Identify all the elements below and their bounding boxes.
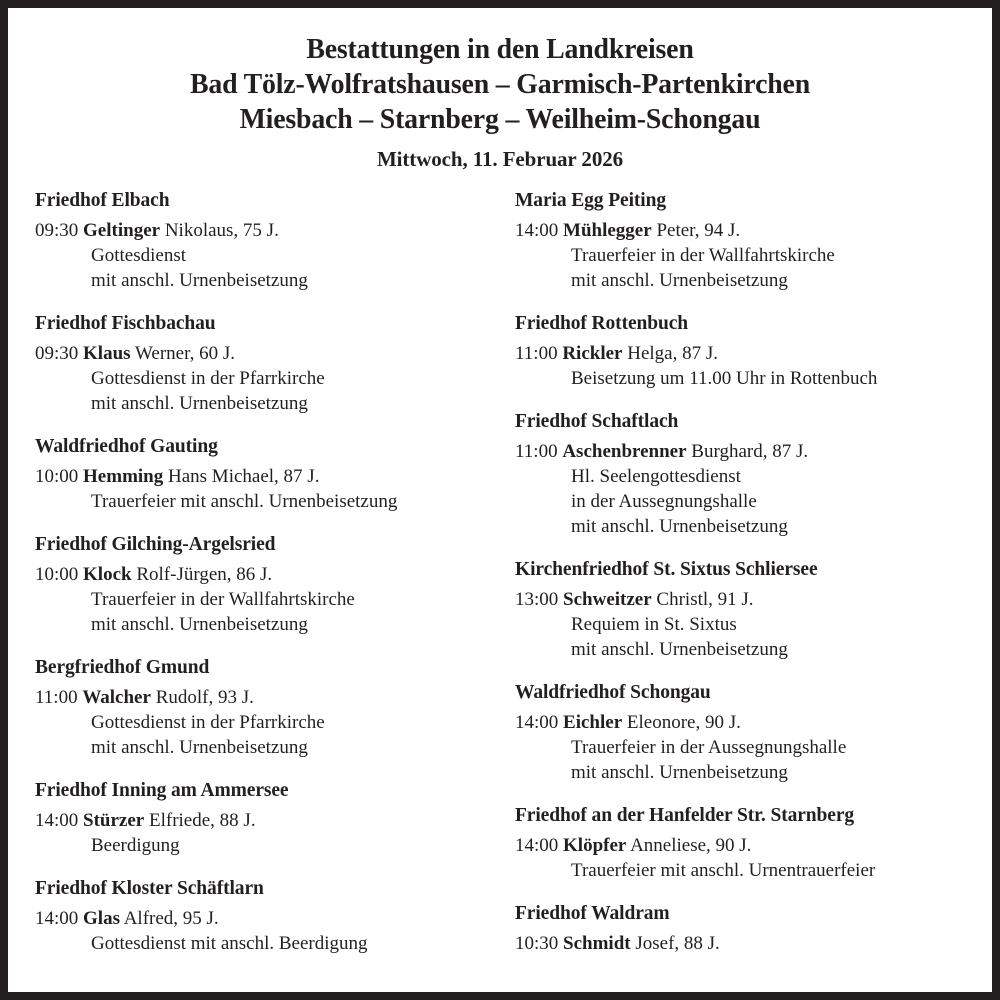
column-right	[488, 188, 968, 974]
service-detail: mit anschl. Urnenbeisetzung	[91, 737, 308, 758]
funeral-entry	[515, 311, 968, 391]
cemetery-name: Friedhof Kloster Schäftlarn	[35, 878, 264, 899]
service-detail: mit anschl. Urnenbeisetzung	[91, 393, 308, 414]
deceased-line	[515, 341, 968, 366]
funeral-entry	[35, 188, 488, 293]
funeral-entry	[35, 655, 488, 760]
service-time: 14:00	[515, 712, 559, 733]
deceased-given-name-age: Christl, 91 J.	[656, 589, 754, 610]
service-detail: Trauerfeier in der Aussegnungshalle	[571, 737, 847, 758]
deceased-surname: Schmidt	[563, 933, 631, 954]
masthead	[8, 8, 992, 172]
cemetery-name: Friedhof Schaftlach	[515, 411, 679, 432]
service-detail: mit anschl. Urnenbeisetzung	[91, 614, 308, 635]
deceased-given-name-age: Werner, 60 J.	[134, 343, 236, 364]
deceased-given-name-age: Alfred, 95 J.	[123, 908, 219, 929]
service-time: 09:30	[35, 220, 79, 241]
funeral-entry	[35, 532, 488, 637]
deceased-surname: Hemming	[83, 466, 164, 487]
deceased-surname: Glas	[83, 908, 120, 929]
masthead-line-1: Bestattungen in den Landkreisen	[306, 33, 694, 65]
deceased-given-name-age: Josef, 88 J.	[635, 933, 720, 954]
deceased-line	[35, 341, 488, 366]
deceased-line	[515, 587, 968, 612]
deceased-surname: Rickler	[562, 343, 623, 364]
cemetery-name: Friedhof Waldram	[515, 903, 670, 924]
funeral-entry	[35, 778, 488, 858]
masthead-date: Mittwoch, 11. Februar 2026	[376, 147, 624, 171]
listing-columns	[8, 188, 992, 974]
service-detail: in der Aussegnungshalle	[571, 491, 757, 512]
deceased-given-name-age: Elfriede, 88 J.	[148, 810, 256, 831]
deceased-line	[35, 218, 488, 243]
service-detail: mit anschl. Urnenbeisetzung	[571, 762, 788, 783]
deceased-line	[35, 808, 488, 833]
deceased-surname: Schweitzer	[563, 589, 652, 610]
funeral-entry	[515, 680, 968, 785]
deceased-surname: Mühlegger	[563, 220, 652, 241]
service-detail: Beerdigung	[91, 835, 180, 856]
service-detail: Trauerfeier mit anschl. Urnenbeisetzung	[91, 491, 398, 512]
funeral-entry	[35, 876, 488, 956]
masthead-line-2: Bad Tölz-Wolfratshausen – Garmisch-Partenkirchen	[189, 68, 811, 100]
obituary-page	[8, 8, 992, 992]
deceased-given-name-age: Burghard, 87 J.	[691, 441, 809, 462]
service-detail: Gottesdienst in der Pfarrkirche	[91, 368, 325, 389]
deceased-surname: Klöpfer	[563, 835, 627, 856]
service-detail: Gottesdienst	[91, 245, 186, 266]
cemetery-name: Friedhof Rottenbuch	[515, 313, 689, 334]
deceased-given-name-age: Peter, 94 J.	[656, 220, 741, 241]
deceased-given-name-age: Anneliese, 90 J.	[630, 835, 752, 856]
deceased-given-name-age: Helga, 87 J.	[627, 343, 718, 364]
service-time: 13:00	[515, 589, 559, 610]
cemetery-name: Bergfriedhof Gmund	[35, 657, 210, 678]
deceased-line	[35, 685, 488, 710]
cemetery-name: Waldfriedhof Gauting	[35, 436, 218, 457]
service-time: 11:00	[515, 343, 558, 364]
service-detail: mit anschl. Urnenbeisetzung	[91, 270, 308, 291]
cemetery-name: Waldfriedhof Schongau	[515, 682, 711, 703]
service-time: 10:00	[35, 564, 79, 585]
service-time: 14:00	[35, 810, 79, 831]
service-detail: Beisetzung um 11.00 Uhr in Rottenbuch	[571, 368, 878, 389]
cemetery-name: Friedhof Inning am Ammersee	[35, 780, 289, 801]
service-detail: mit anschl. Urnenbeisetzung	[571, 639, 788, 660]
funeral-entry	[35, 434, 488, 514]
cemetery-name: Friedhof Gilching-Argelsried	[35, 534, 276, 555]
funeral-entry	[515, 409, 968, 539]
deceased-line	[515, 218, 968, 243]
deceased-line	[515, 931, 968, 956]
service-detail: Requiem in St. Sixtus	[571, 614, 737, 635]
deceased-given-name-age: Rudolf, 93 J.	[155, 687, 254, 708]
service-time: 09:30	[35, 343, 79, 364]
service-time: 14:00	[515, 835, 559, 856]
deceased-given-name-age: Rolf-Jürgen, 86 J.	[136, 564, 273, 585]
service-time: 14:00	[515, 220, 559, 241]
column-left	[8, 188, 488, 974]
service-detail: Trauerfeier mit anschl. Urnentrauerfeier	[571, 860, 876, 881]
funeral-entry	[35, 311, 488, 416]
funeral-entry	[515, 557, 968, 662]
cemetery-name: Friedhof an der Hanfelder Str. Starnberg	[515, 805, 855, 826]
deceased-line	[515, 833, 968, 858]
service-detail: mit anschl. Urnenbeisetzung	[571, 270, 788, 291]
funeral-entry	[515, 803, 968, 883]
funeral-entry	[515, 188, 968, 293]
deceased-line	[35, 906, 488, 931]
deceased-given-name-age: Hans Michael, 87 J.	[168, 466, 320, 487]
service-time: 11:00	[515, 441, 558, 462]
deceased-surname: Klaus	[83, 343, 131, 364]
deceased-given-name-age: Nikolaus, 75 J.	[164, 220, 279, 241]
deceased-line	[515, 439, 968, 464]
service-time: 10:00	[35, 466, 79, 487]
deceased-surname: Klock	[83, 564, 132, 585]
deceased-surname: Stürzer	[83, 810, 145, 831]
service-detail: Gottesdienst in der Pfarrkirche	[91, 712, 325, 733]
deceased-surname: Walcher	[82, 687, 151, 708]
deceased-surname: Geltinger	[83, 220, 161, 241]
service-time: 11:00	[35, 687, 78, 708]
cemetery-name: Maria Egg Peiting	[515, 190, 667, 211]
deceased-surname: Eichler	[563, 712, 623, 733]
cemetery-name: Friedhof Elbach	[35, 190, 170, 211]
deceased-line	[35, 562, 488, 587]
masthead-line-3: Miesbach – Starnberg – Weilheim-Schongau	[239, 103, 761, 135]
service-detail: Hl. Seelengottesdienst	[571, 466, 741, 487]
service-detail: Gottesdienst mit anschl. Beerdigung	[91, 933, 368, 954]
cemetery-name: Friedhof Fischbachau	[35, 313, 216, 334]
deceased-surname: Aschenbrenner	[562, 441, 687, 462]
deceased-given-name-age: Eleonore, 90 J.	[626, 712, 741, 733]
deceased-line	[35, 464, 488, 489]
service-detail: Trauerfeier in der Wallfahrtskirche	[91, 589, 355, 610]
service-detail: mit anschl. Urnenbeisetzung	[571, 516, 788, 537]
service-time: 14:00	[35, 908, 79, 929]
service-time: 10:30	[515, 933, 559, 954]
deceased-line	[515, 710, 968, 735]
service-detail: Trauerfeier in der Wallfahrtskirche	[571, 245, 835, 266]
cemetery-name: Kirchenfriedhof St. Sixtus Schliersee	[515, 559, 818, 580]
funeral-entry	[515, 901, 968, 956]
